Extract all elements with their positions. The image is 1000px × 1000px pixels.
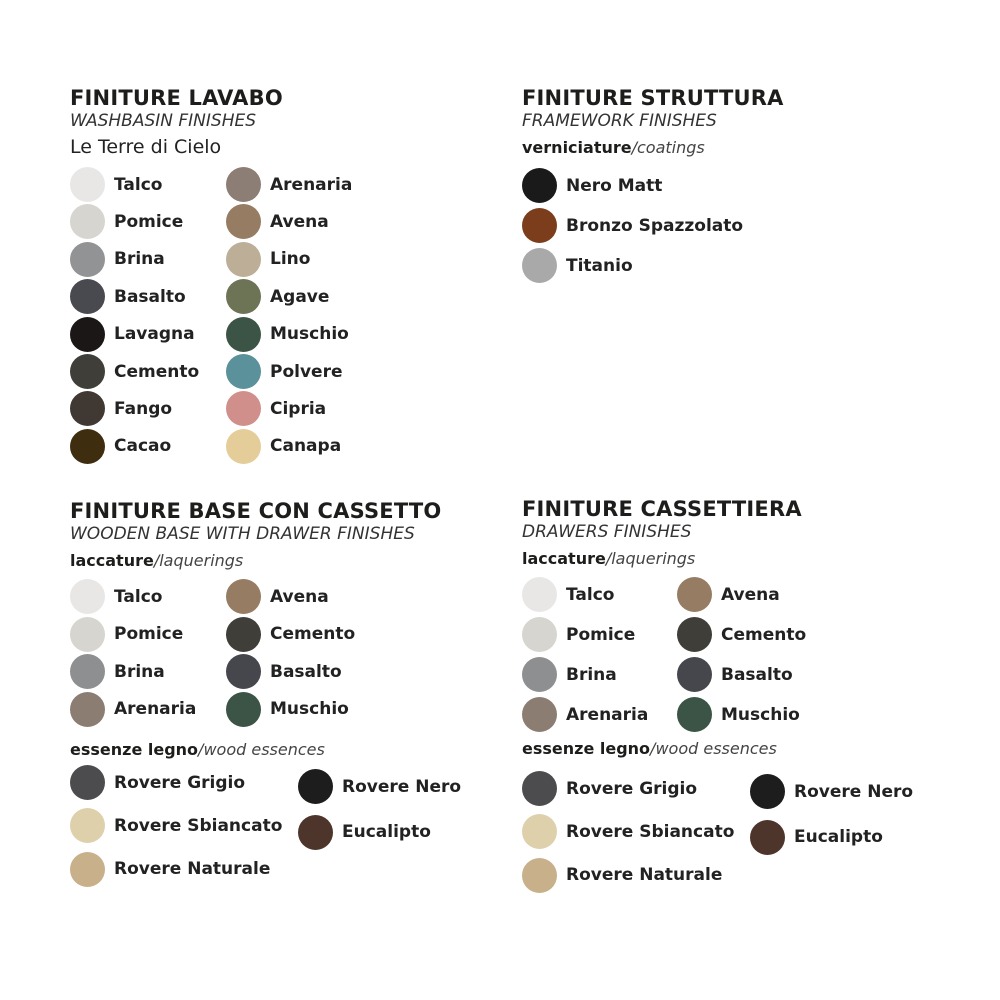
drawers-wood-heading-en: /wood essences <box>650 739 777 758</box>
finish-label: Brina <box>114 249 165 270</box>
finish-label: Rovere Naturale <box>114 859 271 880</box>
color-swatch-circle <box>677 697 712 732</box>
framework-finishes-title: FINITURE STRUTTURA <box>522 86 784 110</box>
finish-label: Pomice <box>566 624 636 645</box>
color-swatch-circle <box>298 769 333 804</box>
finish-label: Arenaria <box>566 704 649 725</box>
color-swatch-circle <box>226 692 261 727</box>
wooden-base-finishes-section <box>70 499 441 573</box>
finish-label: Agave <box>270 286 330 307</box>
color-swatch-circle <box>70 429 105 464</box>
washbasin-finishes-title: FINITURE LAVABO <box>70 86 283 110</box>
finish-label: Muschio <box>270 324 349 345</box>
finish-swatch <box>750 774 913 809</box>
finish-swatch <box>522 617 635 652</box>
finish-swatch <box>226 579 329 614</box>
color-swatch-circle <box>522 208 557 243</box>
color-swatch-circle <box>70 852 105 887</box>
base-laquerings-heading-it: laccature <box>70 551 154 570</box>
coatings-heading-en: /coatings <box>631 138 705 157</box>
color-swatch-circle <box>226 317 261 352</box>
finish-swatch <box>677 657 793 692</box>
finish-swatch <box>522 168 662 203</box>
finish-swatch <box>522 248 633 283</box>
color-swatch-circle <box>70 279 105 314</box>
color-swatch-circle <box>522 814 557 849</box>
finish-label: Avena <box>270 586 329 607</box>
finish-label: Pomice <box>114 211 184 232</box>
washbasin-finishes-subtitle: WASHBASIN FINISHES <box>70 111 257 131</box>
drawers-wood-heading-it: essenze legno <box>522 739 651 758</box>
color-swatch-circle <box>226 617 261 652</box>
finish-label: Basalto <box>270 661 342 682</box>
finish-swatch <box>226 617 355 652</box>
collection-name: Le Terre di Cielo <box>70 136 222 158</box>
finish-swatch <box>226 692 349 727</box>
color-swatch-circle <box>226 429 261 464</box>
color-swatch-circle <box>522 697 557 732</box>
finish-label: Rovere Naturale <box>566 865 723 886</box>
finish-label: Eucalipto <box>794 827 883 848</box>
color-swatch-circle <box>522 771 557 806</box>
color-swatch-circle <box>70 354 105 389</box>
finish-swatch <box>522 858 722 893</box>
color-swatch-circle <box>677 577 712 612</box>
finish-label: Brina <box>114 661 165 682</box>
finish-swatch <box>522 814 734 849</box>
finish-swatch <box>226 391 326 426</box>
color-swatch-circle <box>522 657 557 692</box>
finish-label: Brina <box>566 664 617 685</box>
drawers-laquerings-heading <box>522 547 802 571</box>
finish-label: Nero Matt <box>566 175 663 196</box>
finish-swatch <box>226 204 329 239</box>
finish-label: Avena <box>721 584 780 605</box>
color-swatch-circle <box>70 579 105 614</box>
finish-swatch <box>677 617 806 652</box>
color-swatch-circle <box>70 391 105 426</box>
finish-swatch <box>70 617 183 652</box>
drawers-finishes-section <box>522 497 802 571</box>
color-swatch-circle <box>677 617 712 652</box>
finish-label: Rovere Grigio <box>114 772 246 793</box>
finish-swatch <box>70 167 162 202</box>
color-swatch-circle <box>226 391 261 426</box>
framework-finishes-section <box>522 86 784 160</box>
finish-swatch <box>226 167 352 202</box>
color-swatch-circle <box>70 617 105 652</box>
finish-label: Talco <box>114 586 163 607</box>
color-swatch-circle <box>226 167 261 202</box>
color-swatch-circle <box>522 858 557 893</box>
color-swatch-circle <box>522 617 557 652</box>
color-swatch-circle <box>226 654 261 689</box>
finish-swatch <box>226 242 310 277</box>
color-swatch-circle <box>226 204 261 239</box>
finish-swatch <box>70 204 183 239</box>
color-swatch-circle <box>70 765 105 800</box>
finish-swatch <box>70 391 172 426</box>
finish-swatch <box>298 815 431 850</box>
finish-swatch <box>70 808 282 843</box>
finish-swatch <box>70 765 245 800</box>
color-swatch-circle <box>70 204 105 239</box>
color-swatch-circle <box>750 820 785 855</box>
finish-swatch <box>70 354 199 389</box>
finish-label: Basalto <box>114 286 186 307</box>
finish-label: Basalto <box>721 664 793 685</box>
finish-swatch <box>70 279 186 314</box>
wooden-base-finishes-subtitle: WOODEN BASE WITH DRAWER FINISHES <box>70 524 415 544</box>
finish-swatch <box>70 242 165 277</box>
finish-label: Cipria <box>270 398 327 419</box>
color-swatch-circle <box>522 248 557 283</box>
finish-label: Bronzo Spazzolato <box>566 215 744 236</box>
color-swatch-circle <box>70 167 105 202</box>
color-swatch-circle <box>70 808 105 843</box>
wooden-base-finishes-title: FINITURE BASE CON CASSETTO <box>70 499 442 523</box>
color-swatch-circle <box>226 579 261 614</box>
finish-label: Pomice <box>114 624 184 645</box>
finish-swatch <box>70 852 270 887</box>
finish-swatch <box>522 697 648 732</box>
finish-label: Rovere Sbiancato <box>114 815 283 836</box>
finish-swatch <box>70 579 162 614</box>
base-wood-heading-it: essenze legno <box>70 740 199 759</box>
finish-label: Polvere <box>270 361 343 382</box>
finish-label: Cemento <box>114 361 200 382</box>
color-swatch-circle <box>226 242 261 277</box>
washbasin-finishes-section <box>70 86 283 160</box>
finish-label: Cacao <box>114 436 172 457</box>
finish-swatch <box>750 820 883 855</box>
color-swatch-circle <box>226 279 261 314</box>
finish-label: Rovere Nero <box>794 781 914 802</box>
coatings-heading <box>522 136 784 160</box>
color-swatch-circle <box>70 692 105 727</box>
finish-label: Titanio <box>566 255 633 276</box>
finish-label: Muschio <box>721 704 800 725</box>
finish-label: Arenaria <box>270 174 353 195</box>
finish-swatch <box>298 769 461 804</box>
base-laquerings-heading-en: /laquerings <box>153 551 244 570</box>
finish-swatch <box>70 654 165 689</box>
finish-swatch <box>522 771 697 806</box>
finish-swatch <box>226 317 349 352</box>
finish-swatch <box>522 657 617 692</box>
drawers-laquerings-heading-it: laccature <box>522 549 606 568</box>
color-swatch-circle <box>298 815 333 850</box>
color-swatch-circle <box>750 774 785 809</box>
finish-label: Talco <box>114 174 163 195</box>
coatings-heading-it: verniciature <box>522 138 632 157</box>
color-swatch-circle <box>70 654 105 689</box>
base-wood-heading <box>70 738 325 762</box>
drawers-finishes-title: FINITURE CASSETTIERA <box>522 497 802 521</box>
finish-label: Rovere Nero <box>342 776 462 797</box>
finish-label: Cemento <box>270 624 356 645</box>
color-swatch-circle <box>226 354 261 389</box>
finish-swatch <box>226 429 341 464</box>
finish-label: Eucalipto <box>342 822 431 843</box>
finish-label: Lino <box>270 249 311 270</box>
finish-label: Fango <box>114 398 173 419</box>
finish-label: Rovere Grigio <box>566 778 698 799</box>
drawers-wood-heading <box>522 737 777 761</box>
color-swatch-circle <box>522 577 557 612</box>
finish-swatch <box>226 354 343 389</box>
base-wood-heading-en: /wood essences <box>198 740 325 759</box>
framework-finishes-subtitle: FRAMEWORK FINISHES <box>522 111 717 131</box>
finish-swatch <box>70 429 171 464</box>
finish-swatch <box>70 317 195 352</box>
finish-label: Muschio <box>270 699 349 720</box>
finish-label: Cemento <box>721 624 807 645</box>
color-swatch-circle <box>70 317 105 352</box>
finish-label: Canapa <box>270 436 342 457</box>
drawers-laquerings-heading-en: /laquerings <box>605 549 696 568</box>
finish-swatch <box>522 577 614 612</box>
color-swatch-circle <box>522 168 557 203</box>
drawers-finishes-subtitle: DRAWERS FINISHES <box>522 522 692 542</box>
finish-swatch <box>226 654 342 689</box>
finish-swatch <box>226 279 329 314</box>
finish-swatch <box>677 697 800 732</box>
finish-label: Avena <box>270 211 329 232</box>
finish-swatch <box>522 208 743 243</box>
color-swatch-circle <box>677 657 712 692</box>
finish-swatch <box>70 692 196 727</box>
finish-label: Arenaria <box>114 699 197 720</box>
color-swatch-circle <box>70 242 105 277</box>
finish-label: Rovere Sbiancato <box>566 821 735 842</box>
base-laquerings-heading <box>70 549 441 573</box>
finish-label: Talco <box>566 584 615 605</box>
finish-label: Lavagna <box>114 324 195 345</box>
finish-swatch <box>677 577 780 612</box>
